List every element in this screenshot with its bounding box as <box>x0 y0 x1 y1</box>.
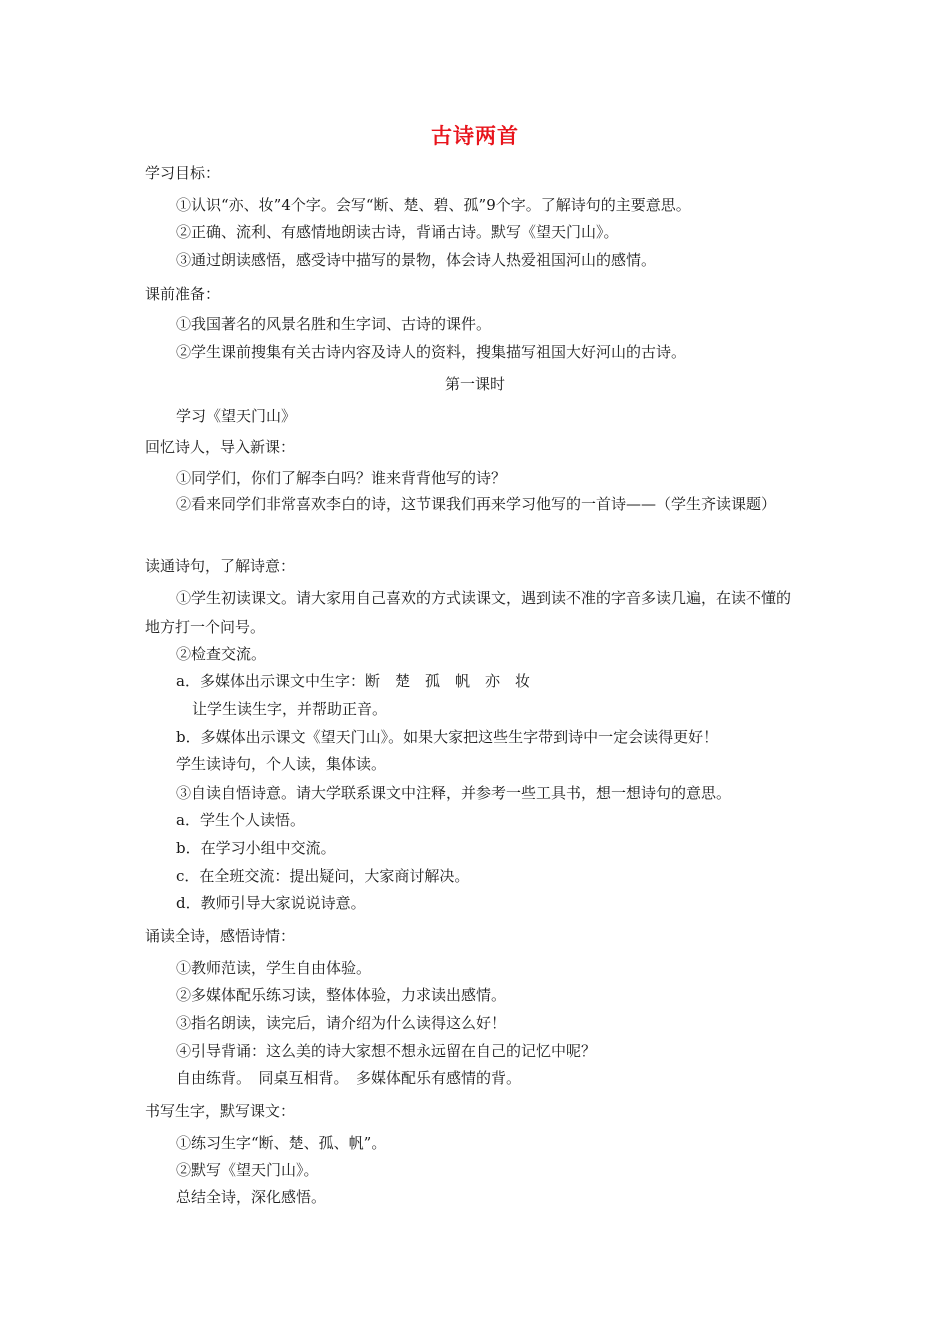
summary-line: 总结全诗，深化感悟。 <box>176 1188 327 1206</box>
reading-step-3c: c．在全班交流：提出疑问，大家商讨解决。 <box>176 867 470 885</box>
writing-item-2: ②默写《望天门山》。 <box>176 1161 319 1179</box>
reading-step-a: a．多媒体出示课文中生字：断 楚 孤 帆 亦 妆 <box>176 672 530 690</box>
objective-item-3: ③通过朗读感悟，感受诗中描写的景物，体会诗人热爱祖国河山的感情。 <box>176 251 657 269</box>
recitation-item-1: ①教师范读，学生自由体验。 <box>176 959 372 977</box>
reading-item-3: ③自读自悟诗意。请大学联系课文中注释，并参考一些工具书，想一想诗句的意思。 <box>176 784 732 802</box>
reading-step-b: b．多媒体出示课文《望天门山》。如果大家把这些生字带到诗中一定会读得更好！ <box>176 728 719 746</box>
reading-step-b-note: 学生读诗句，个人读，集体读。 <box>176 755 387 773</box>
lesson-topic: 学习《望天门山》 <box>176 407 297 425</box>
reading-step-3d: d．教师引导大家说说诗意。 <box>176 894 366 912</box>
reading-step-3b: b．在学习小组中交流。 <box>176 839 336 857</box>
section-heading-writing: 书写生字，默写课文： <box>145 1102 296 1120</box>
reading-step-3a: a．学生个人读悟。 <box>176 811 305 829</box>
intro-item-2: ②看来同学们非常喜欢李白的诗，这节课我们再来学习他写的一首诗——（学生齐读课题） <box>176 495 777 513</box>
reading-step-a-note: 让学生读生字，并帮助正音。 <box>192 700 388 718</box>
section-heading-preparation: 课前准备： <box>145 285 221 303</box>
recitation-item-2: ②多媒体配乐练习读，整体体验，力求读出感情。 <box>176 986 507 1004</box>
objective-item-2: ②正确、流利、有感情地朗读古诗，背诵古诗。默写《望天门山》。 <box>176 223 619 241</box>
objective-item-1: ①认识“亦、妆”4个字。会写“断、楚、碧、孤”9个字。了解诗句的主要意思。 <box>176 196 691 214</box>
writing-item-1: ①练习生字“断、楚、孤、帆”。 <box>176 1134 387 1152</box>
recitation-practice: 自由练背。 同桌互相背。 多媒体配乐有感情的背。 <box>176 1069 522 1087</box>
section-heading-recitation: 诵读全诗，感悟诗情： <box>145 927 296 945</box>
reading-item-1: ①学生初读课文。请大家用自己喜欢的方式读课文，遇到读不准的字音多读几遍，在读不懂的地方打一个问号。 <box>145 589 792 636</box>
lesson-period-heading: 第一课时 <box>444 375 505 393</box>
reading-item-2: ②检查交流。 <box>176 645 267 663</box>
preparation-item-1: ①我国著名的风景名胜和生字词、古诗的课件。 <box>176 315 492 333</box>
section-heading-objectives: 学习目标： <box>145 164 221 182</box>
document-title: 古诗两首 <box>431 123 519 148</box>
section-heading-reading: 读通诗句，了解诗意： <box>145 557 296 575</box>
preparation-item-2: ②学生课前搜集有关古诗内容及诗人的资料，搜集描写祖国大好河山的古诗。 <box>176 343 687 361</box>
section-heading-intro: 回忆诗人，导入新课： <box>145 438 296 456</box>
intro-item-1: ①同学们，你们了解李白吗？谁来背背他写的诗？ <box>176 469 507 487</box>
recitation-item-3: ③指名朗读，读完后，请介绍为什么读得这么好！ <box>176 1014 507 1032</box>
recitation-item-4: ④引导背诵：这么美的诗大家想不想永远留在自己的记忆中呢？ <box>176 1042 597 1060</box>
